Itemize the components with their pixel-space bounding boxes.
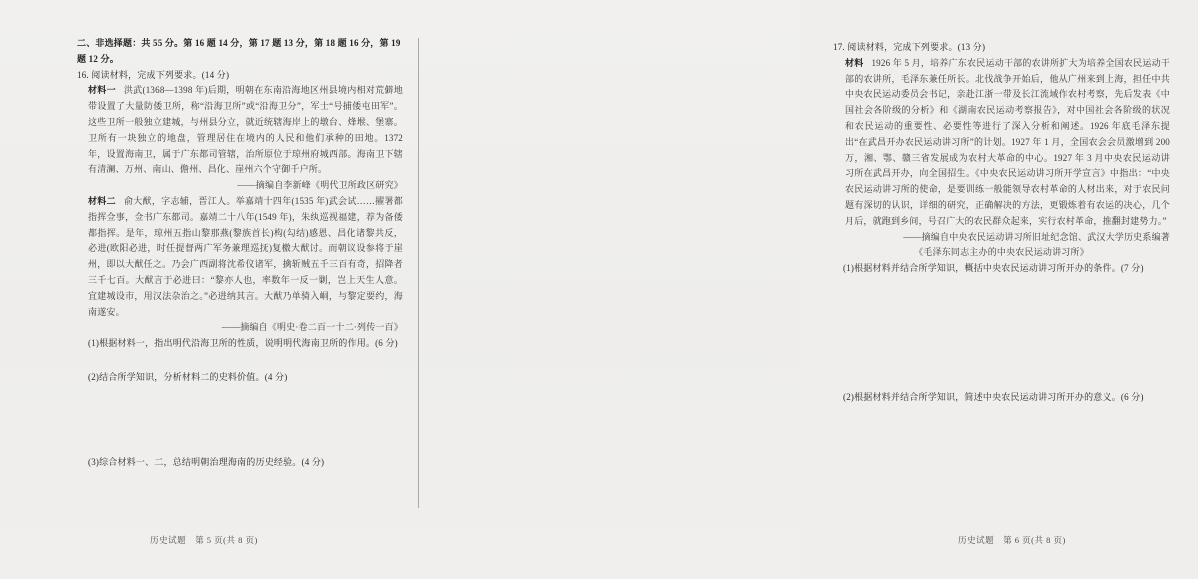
question17-material (845, 56, 1170, 230)
question16-sub2: (2)结合所学知识，分析材料二的史料价值。(4 分) (88, 372, 288, 382)
page5-content (77, 36, 403, 352)
page6-footer: 历史试题 第 6 页(共 8 页) (958, 535, 1066, 545)
question16-material1 (88, 83, 403, 178)
exam-page-6 (408, 0, 1171, 579)
question17-sub1: (1)根据材料并结合所学知识，概括中央农民运动讲习所开办的条件。(7 分) (843, 263, 1144, 274)
material1-text: 洪武(1368—1398 年)后期，明朝在东南沿海地区州县境内相对荒僻地带设置了大量防倭卫所，称“沿海卫所”或“沿海卫分”，军士“号捕倭屯田军”。这些卫所一般独立建城，与州县分立，就近统辖海岸上的墩台、烽堠、堡寨。卫所有一块独立的地盘，管理居住在境内的人民和他们承种的田地。1372 年，设置海南卫，属于广东都司管辖，治所原位于琼州府城西部。海南卫下辖有清澜、万州、南山、儋州、昌化、崖州六个守御千户所。 (88, 85, 403, 175)
question16-material2 (88, 194, 403, 320)
question16-sub1: (1)根据材料一，指出明代沿海卫所的性质，说明明代海南卫所的作用。(6 分) (88, 338, 398, 349)
material-label: 材料 (845, 57, 864, 68)
section-two-header: 二、非选择题：共 55 分。第 16 题 14 分，第 17 题 13 分，第 18 题 16 分，第 19 题 12 分。 (77, 38, 401, 64)
material-text: 1926 年 5 月，培养广东农民运动干部的农讲所扩大为培养全国农民运动干部的农讲所，毛泽东兼任所长。北伐战争开始后，他从广州来到上海，担任中共中央农民运动委员会书记，亲赴江浙一带及长江流域作农村考察，先后发表《中国社会各阶级的分析》和《湖南农民运动考察报告》，对中国社会各阶级的状况和农民运动的重要性、必要性等进行了深入分析和阐述。1926 年底毛泽东提出“在武昌开办农民运动讲习所”的计划。1927 年 1 月，全国农会会员激增到 200 万，湘、鄂、赣三省发展成为农村大革命的中心。1927 年 3 月中央农民运动讲习所在武昌开办，向全国招生。《中央农民运动讲习所开学宣言》中指出：“中央农民运动讲习所的使命，是要训练一般能领导农村革命的人材出来，对于农民问题有深切的认识，详细的研究，正确解决的方法，更锻炼着有农运的决心，几个月后，就跑到乡间，号召广大的农民群众起来，实行农村革命，推翻封建势力。” (845, 57, 1171, 226)
material1-source: ——摘编自李新峰《明代卫所政区研究》 (237, 180, 403, 191)
material-source-line1: ——摘编自中央农民运动讲习所旧址纪念馆、武汉大学历史系编著 (903, 231, 1170, 242)
question16-stem: 16. 阅读材料，完成下列要求。(14 分) (77, 69, 230, 80)
question17-stem: 17. 阅读材料，完成下列要求。(13 分) (833, 42, 986, 52)
material1-label: 材料一 (88, 85, 116, 96)
material2-text: 俞大猷，字志辅，晋江人。举嘉靖十四年(1535 年)武会试……擢署都指挥佥事，佥书广东都司。嘉靖二十八年(1549 年)，朱纨巡视福建，荐为备倭都指挥。是年，琼州五指山黎那燕(黎族首长)构(勾结)感恩、昌化诸黎共反，必进(欧阳必进，时任提督两广军务兼理巡抚)复檄大猷讨。而朝议设参将于崖州，即以大猷任之。乃会广西副将沈希仪诸军，擒斩贼五千三百有奇，招降者三千七百。大猷言于必进曰：“黎亦人也，率数年一反一剿，岂上天生人意。宜建城设市，用汉法杂治之。”必进纳其言。大猷乃单骑入峒，与黎定要约，海南遂安。 (88, 195, 403, 317)
page6-content (833, 40, 1170, 277)
material2-label: 材料二 (88, 195, 116, 206)
material2-source: ——摘编自《明史·卷二百一十二·列传一百》 (221, 322, 403, 333)
question16-sub3: (3)综合材料一、二，总结明朝治理海南的历史经验。(4 分) (88, 457, 325, 467)
exam-page-5 (0, 0, 408, 579)
question17-sub2: (2)根据材料并结合所学知识，简述中央农民运动讲习所开办的意义。(6 分) (843, 392, 1144, 402)
material-source-line2: 《毛泽东同志主办的中央农民运动讲习所》 (914, 247, 1089, 258)
page5-footer: 历史试题 第 5 页(共 8 页) (150, 535, 258, 545)
